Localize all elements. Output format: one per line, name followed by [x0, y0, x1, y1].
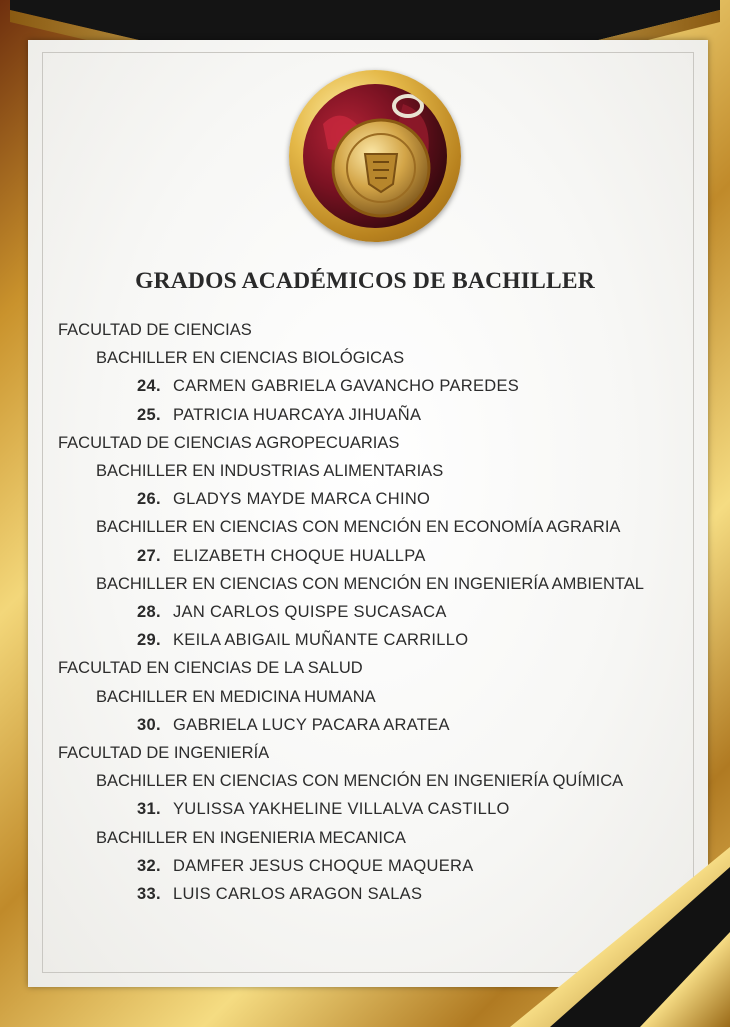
graduate-name: GLADYS MAYDE MARCA CHINO [173, 490, 431, 509]
faculty-heading: FACULTAD DE INGENIERÍA [58, 744, 270, 762]
faculty-heading: FACULTAD EN CIENCIAS DE LA SALUD [58, 659, 363, 678]
graduate-entry [137, 376, 519, 396]
graduate-name: ELIZABETH CHOQUE HUALLPA [173, 546, 426, 565]
graduate-number: 24. [137, 377, 161, 396]
medal-photo [303, 84, 447, 228]
graduate-name: KEILA ABIGAIL MUÑANTE CARRILLO [173, 631, 469, 650]
degree-heading: BACHILLER EN CIENCIAS CON MENCIÓN EN INGENIERÍA QUÍMICA [96, 772, 624, 791]
bottom-black-band [470, 837, 730, 1027]
graduate-number: 33. [137, 885, 161, 903]
graduate-name: GABRIELA LUCY PACARA ARATEA [173, 715, 450, 734]
graduate-name: LUIS CARLOS ARAGON SALAS [173, 885, 423, 903]
graduate-entry [137, 489, 430, 509]
degree-heading: BACHILLER EN CIENCIAS CON MENCIÓN EN ECONOMÍA AGRARIA [96, 518, 621, 537]
degree-heading: BACHILLER EN INDUSTRIAS ALIMENTARIAS [96, 462, 444, 480]
degree-heading: BACHILLER EN CIENCIAS CON MENCIÓN EN INGENIERÍA AMBIENTAL [96, 574, 644, 593]
degree-heading: BACHILLER EN CIENCIAS BIOLÓGICAS [96, 349, 405, 368]
faculty-heading: FACULTAD DE CIENCIAS [58, 321, 252, 339]
graduate-number: 32. [137, 856, 161, 875]
graduate-name: CARMEN GABRIELA GAVANCHO PAREDES [173, 377, 520, 396]
graduate-entry [137, 799, 510, 819]
medal-emblem [289, 70, 461, 242]
graduate-number: 30. [137, 715, 161, 734]
graduate-number: 25. [137, 405, 161, 424]
graduate-entry [137, 602, 447, 622]
graduate-entry [137, 546, 426, 566]
graduate-number: 27. [137, 546, 161, 565]
graduate-number: 26. [137, 490, 161, 509]
degree-heading: BACHILLER EN MEDICINA HUMANA [96, 687, 376, 706]
university-medal-icon [303, 84, 447, 228]
graduate-entry [137, 856, 474, 876]
graduate-name: YULISSA YAKHELINE VILLALVA CASTILLO [173, 800, 510, 819]
graduate-entry [137, 630, 468, 650]
degree-heading: BACHILLER EN INGENIERIA MECANICA [96, 828, 406, 847]
graduate-entry [137, 884, 422, 904]
graduate-number: 31. [137, 800, 161, 819]
faculty-heading: FACULTAD DE CIENCIAS AGROPECUARIAS [58, 433, 400, 452]
page-title: GRADOS ACADÉMICOS DE BACHILLER [135, 268, 595, 294]
graduate-name: PATRICIA HUARCAYA JIHUAÑA [173, 405, 422, 424]
graduate-name: DAMFER JESUS CHOQUE MAQUERA [173, 856, 474, 875]
graduate-entry [137, 715, 450, 735]
graduate-number: 28. [137, 603, 161, 621]
graduate-entry [137, 405, 421, 425]
graduate-number: 29. [137, 631, 161, 650]
graduate-name: JAN CARLOS QUISPE SUCASACA [173, 603, 447, 621]
